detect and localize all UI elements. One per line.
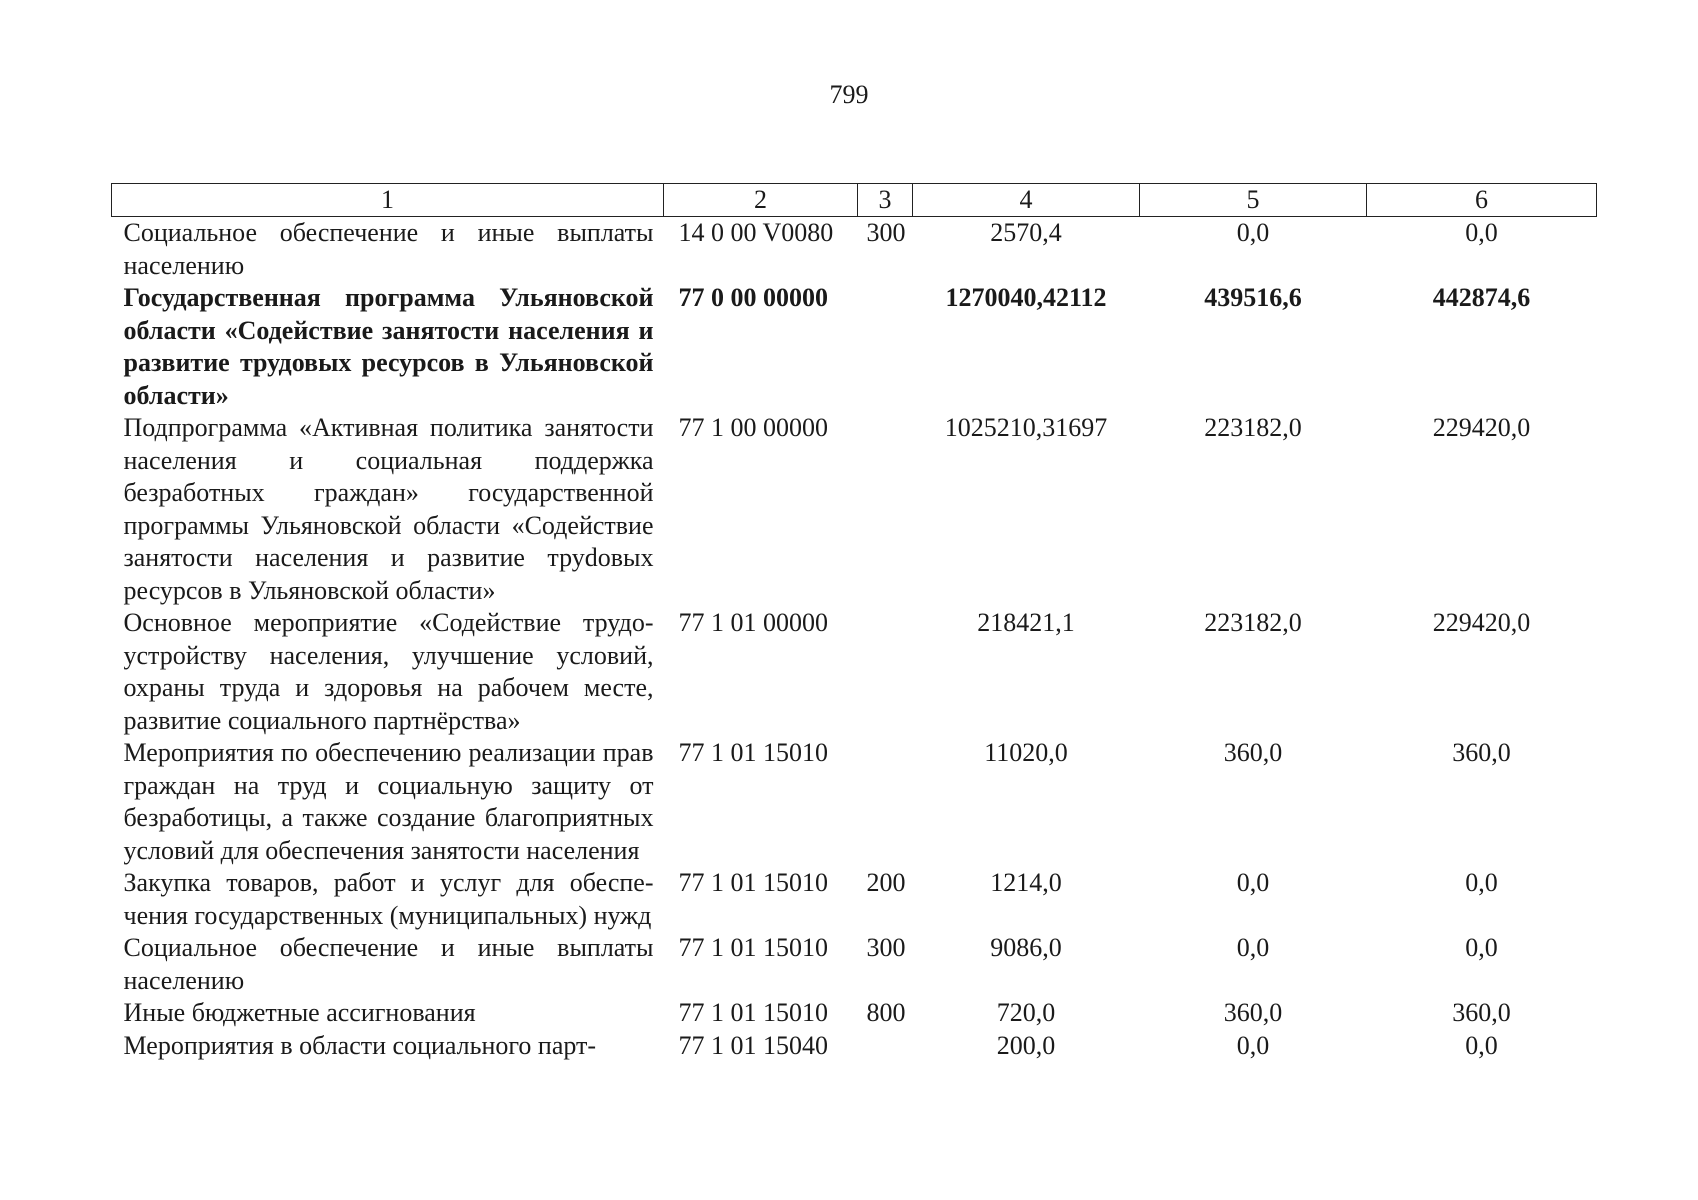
row-value-col5: 0,0 [1236,1030,1270,1060]
row-name: Подпрограмма «Активная политика занятости населения и социальная поддержка безработных граждан» государственной программы Ульяновской области «Содействие занятости населения и развитие труdовых ресурсов в Ульяновской области» [123,413,654,605]
row-code: 77 0 00 00000 [678,283,828,312]
row-value-col6: 360,0 [1452,738,1511,767]
table-header [112,184,1597,217]
row-code: 77 1 01 15010 [678,868,828,897]
row-value-col5: 0,0 [1236,868,1270,897]
row-value-col6: 442874,6 [1432,283,1531,312]
row-code: 77 1 00 00000 [678,413,828,442]
row-value-col4: 9086,0 [990,933,1062,962]
row-name: Закупка товаров, работ и услуг для обеспечения государственных (муниципальных) нужд [123,868,654,930]
header-col-6: 6 [1367,184,1597,217]
header-row [112,184,1597,217]
table-row [112,282,1597,412]
header-col-4: 4 [913,184,1140,217]
row-name: Социальное обеспечение и иные выплаты населению [123,218,654,280]
row-code: 77 1 01 00000 [678,608,828,637]
row-value-col5: 0,0 [1236,218,1270,247]
row-value-col6: 229420,0 [1432,608,1531,637]
row-value-col4: 720,0 [996,998,1056,1027]
row-expense-type [858,412,913,607]
row-value-col5: 223182,0 [1204,608,1302,637]
table-row [112,1030,1597,1063]
table-row [112,867,1597,932]
table-body [112,217,1597,1063]
row-name: Иные бюджетные ассигнования [123,998,476,1027]
row-value-col4: 1025210,31697 [944,413,1108,442]
row-value-col6: 360,0 [1452,998,1511,1027]
row-value-col4: 11020,0 [984,738,1068,767]
row-value-col4: 2570,4 [990,218,1062,247]
header-col-2: 2 [664,184,858,217]
row-value-col6: 0,0 [1465,868,1498,897]
row-code: 77 1 01 15040 [678,1030,828,1060]
row-value-col4: 218421,1 [977,608,1075,637]
row-value-col4: 200,0 [996,1030,1056,1060]
row-code: 14 0 00 V0080 [678,218,834,247]
row-expense-type [858,282,913,412]
row-name: Мероприятия по обеспечению реализации прав граждан на труд и социальную защиту от безработицы, а также создание благоприятных условий для обеспечения занятости населения [123,738,654,865]
row-name: Основное мероприятие «Содействие трудоустройству населения, улучшение условий, охраны труда и здоровья на рабочем месте, развитие социального партнёрства» [123,608,654,735]
row-code: 77 1 01 15010 [678,738,828,767]
row-name: Социальное обеспечение и иные выплаты населению [123,933,654,995]
row-value-col5: 360,0 [1223,998,1283,1027]
table-row [112,737,1597,867]
row-value-col6: 0,0 [1465,933,1498,962]
header-col-3: 3 [858,184,913,217]
table-row [112,412,1597,607]
row-value-col4: 1270040,42112 [945,283,1107,312]
row-expense-type [858,607,913,737]
row-value-col6: 0,0 [1465,1030,1498,1060]
row-value-col5: 439516,6 [1204,283,1302,312]
row-code: 77 1 01 15010 [678,998,828,1027]
row-expense-type: 300 [866,218,906,247]
table-row [112,217,1597,283]
row-expense-type: 800 [866,998,906,1027]
row-code: 77 1 01 15010 [678,933,828,962]
row-expense-type [858,1030,913,1063]
budget-table [111,183,1597,1062]
table-row [112,607,1597,737]
row-value-col5: 0,0 [1236,933,1270,962]
row-value-col6: 229420,0 [1432,413,1531,442]
header-col-1: 1 [112,184,664,217]
row-expense-type: 300 [866,933,906,962]
row-value-col4: 1214,0 [990,868,1062,897]
table-row [112,997,1597,1030]
row-value-col5: 360,0 [1223,738,1283,767]
row-value-col5: 223182,0 [1204,413,1302,442]
row-expense-type: 200 [866,868,906,897]
row-name: Государственная программа Ульяновской области «Содействие занятости населения и развитие трудовых ресурсов в Ульяновской области» [123,283,654,410]
header-col-5: 5 [1140,184,1367,217]
row-value-col6: 0,0 [1465,218,1498,247]
table-row [112,932,1597,997]
page-number: 799 [829,80,869,109]
row-name: Мероприятия в области социального парт- [123,1030,597,1060]
row-expense-type [858,737,913,867]
